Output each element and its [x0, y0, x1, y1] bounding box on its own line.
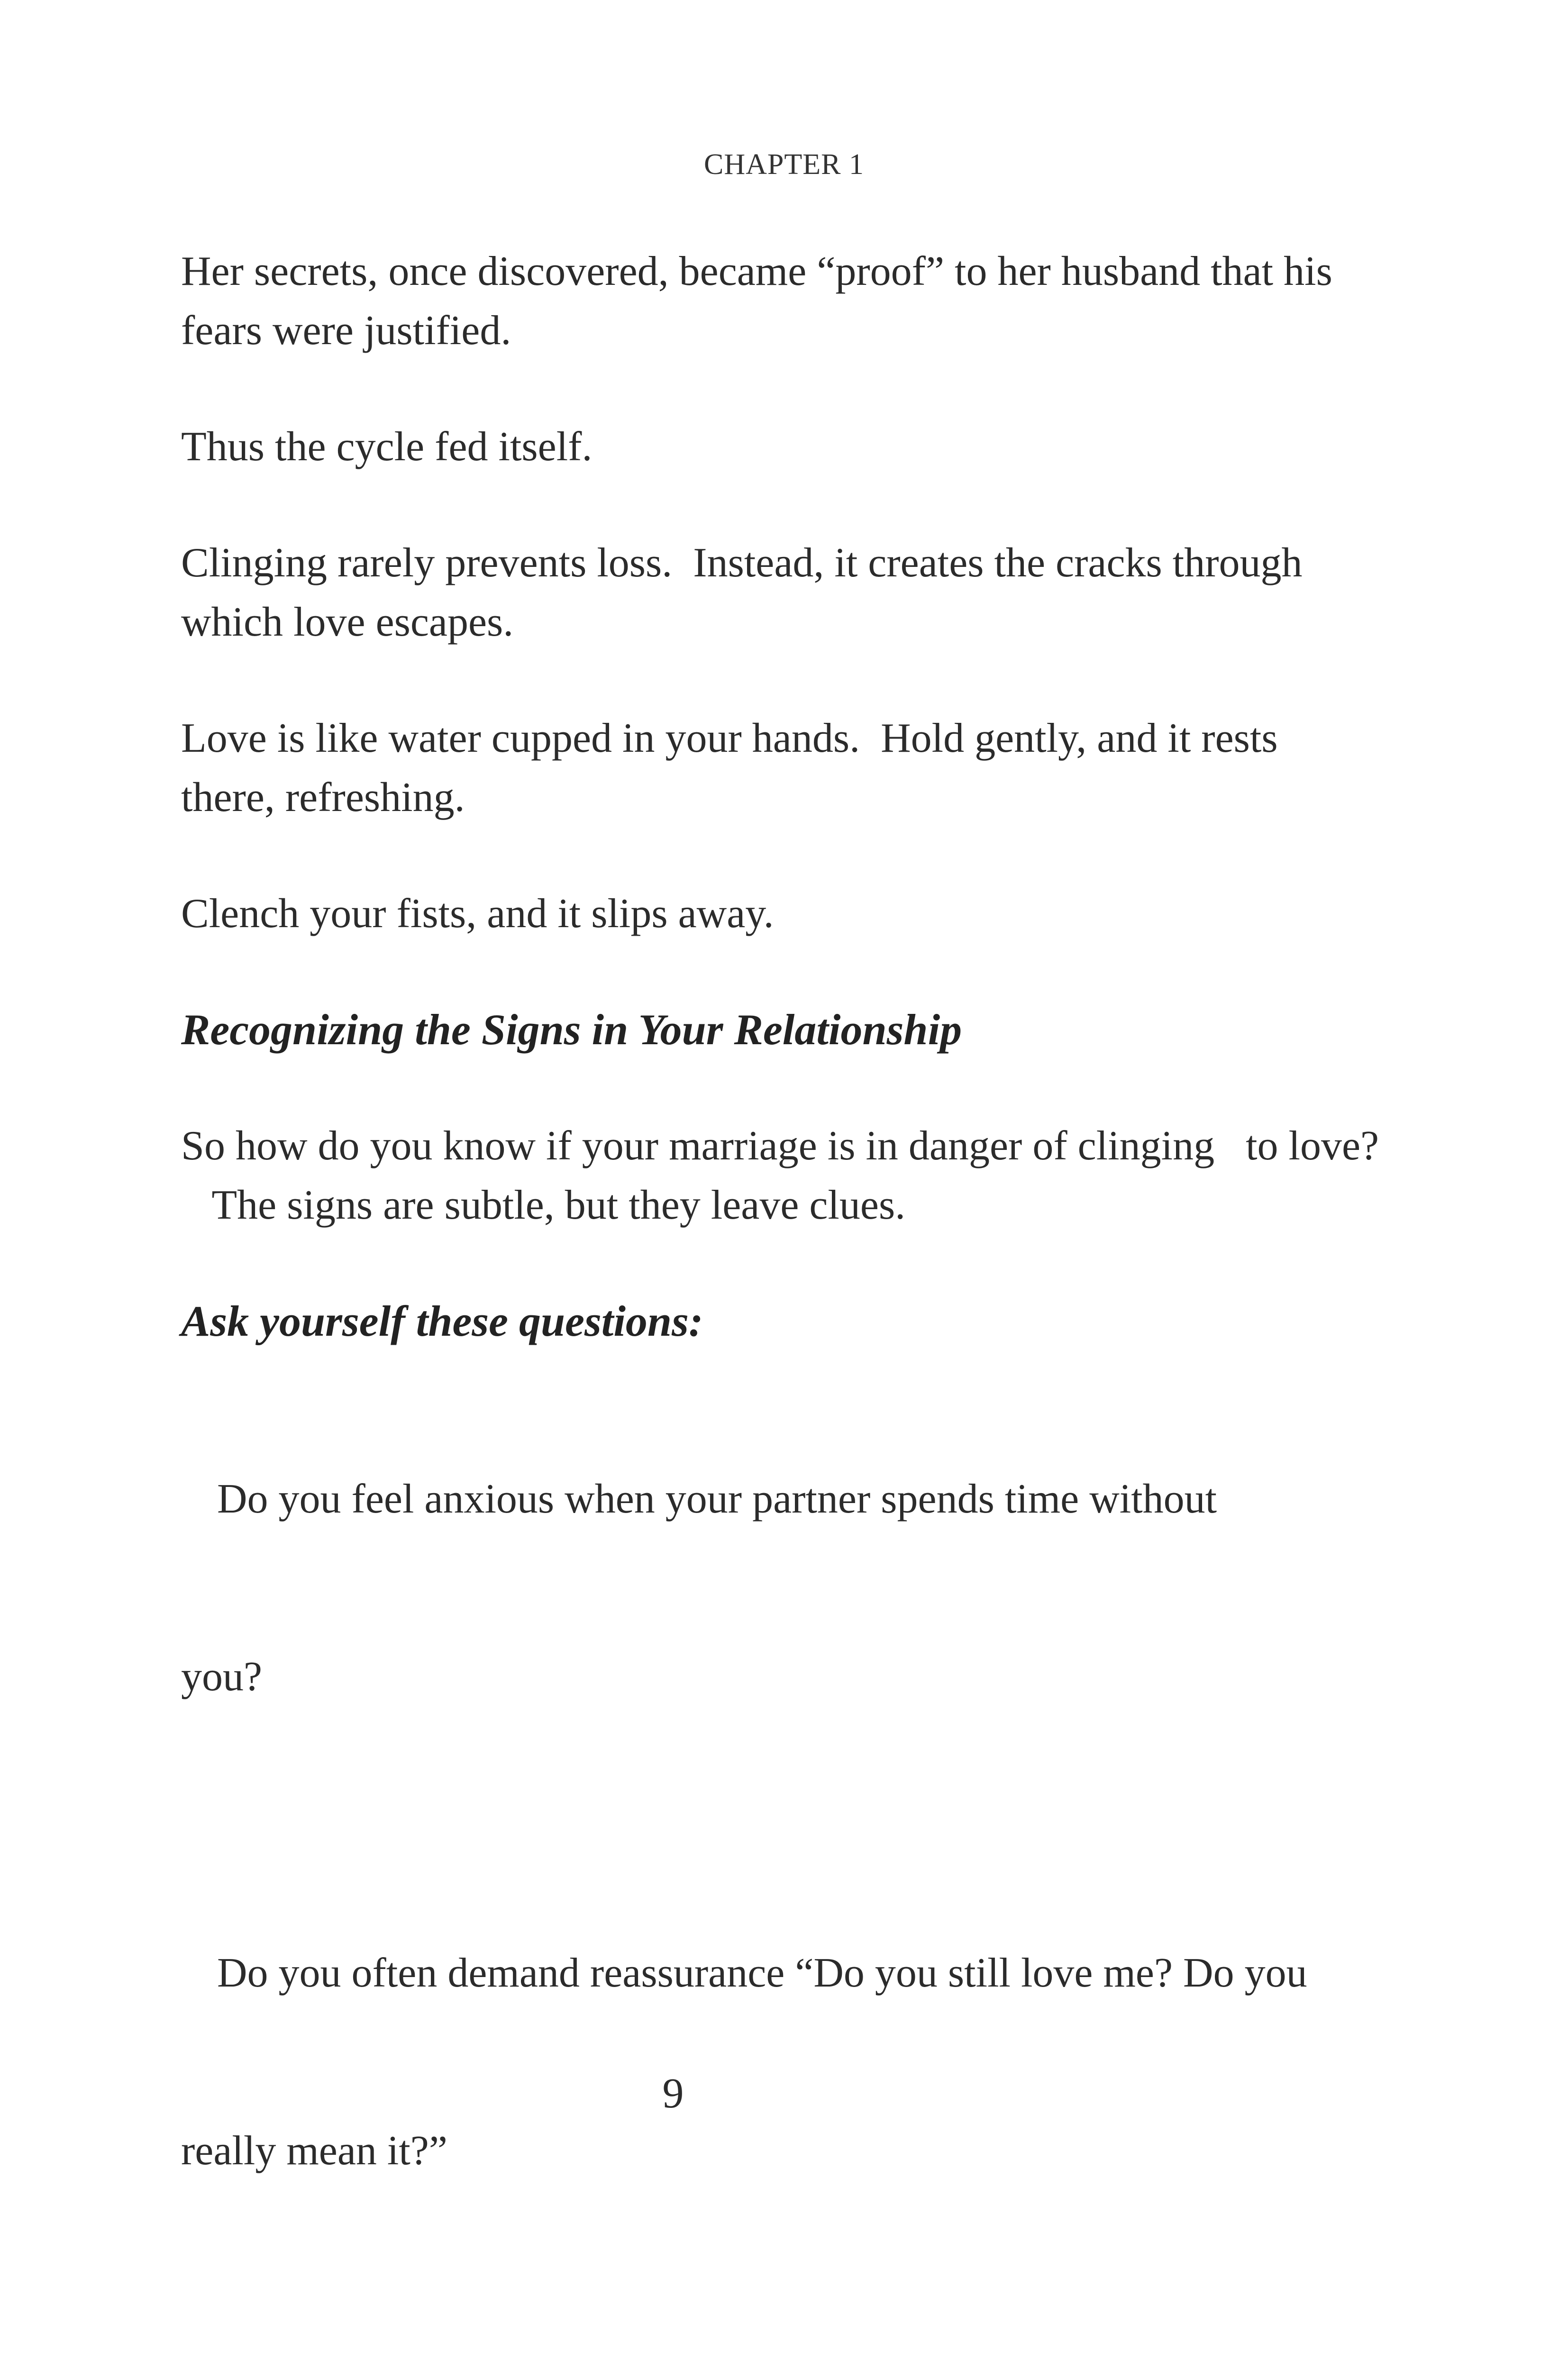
question-item [181, 1351, 1423, 1825]
paragraph-clinging [181, 533, 1423, 652]
question-line: you? [181, 1654, 263, 1700]
paragraph-cycle [181, 417, 1423, 476]
paragraph-fists [181, 884, 1423, 943]
question-item [181, 2299, 1423, 2370]
question-line: really mean it?” [181, 2128, 447, 2174]
paragraph-line: Thus the cycle fed itself. [181, 424, 593, 470]
paragraph-line: So how do you know if your marriage is in danger of clinging to love? [181, 1123, 1379, 1169]
paragraph-line: The signs are subtle, but they leave clues. [181, 1182, 906, 1228]
paragraph-intro [181, 1116, 1423, 1235]
paragraph-line: Clinging rarely prevents loss. Instead, it creates the cracks through [181, 540, 1303, 586]
paragraph-line: there, refreshing. [181, 775, 465, 820]
paragraph-line: which love escapes. [181, 599, 514, 645]
running-head: CHAPTER 1 [704, 148, 864, 181]
paragraph-line: Love is like water cupped in your hands. Hold gently, and it rests [181, 715, 1278, 761]
question-line: Do you feel anxious when your partner spends time without [217, 1476, 1217, 1522]
paragraph-line: Her secrets, once discovered, became “proof” to her husband that his [181, 248, 1332, 294]
question-item [181, 1825, 1423, 2299]
paragraph-secrets [181, 242, 1423, 360]
paragraph-line: fears were justified. [181, 308, 511, 354]
paragraph-line: Clench your fists, and it slips away. [181, 891, 774, 937]
paragraph-water [181, 709, 1423, 827]
section-heading: Recognizing the Signs in Your Relationship [181, 1005, 962, 1054]
questions-heading: Ask yourself these questions: [181, 1297, 703, 1345]
question-list [181, 1351, 1423, 2370]
page-number: 9 [662, 2070, 684, 2117]
question-line: Do you often demand reassurance “Do you still love me? Do you [217, 1950, 1307, 1996]
